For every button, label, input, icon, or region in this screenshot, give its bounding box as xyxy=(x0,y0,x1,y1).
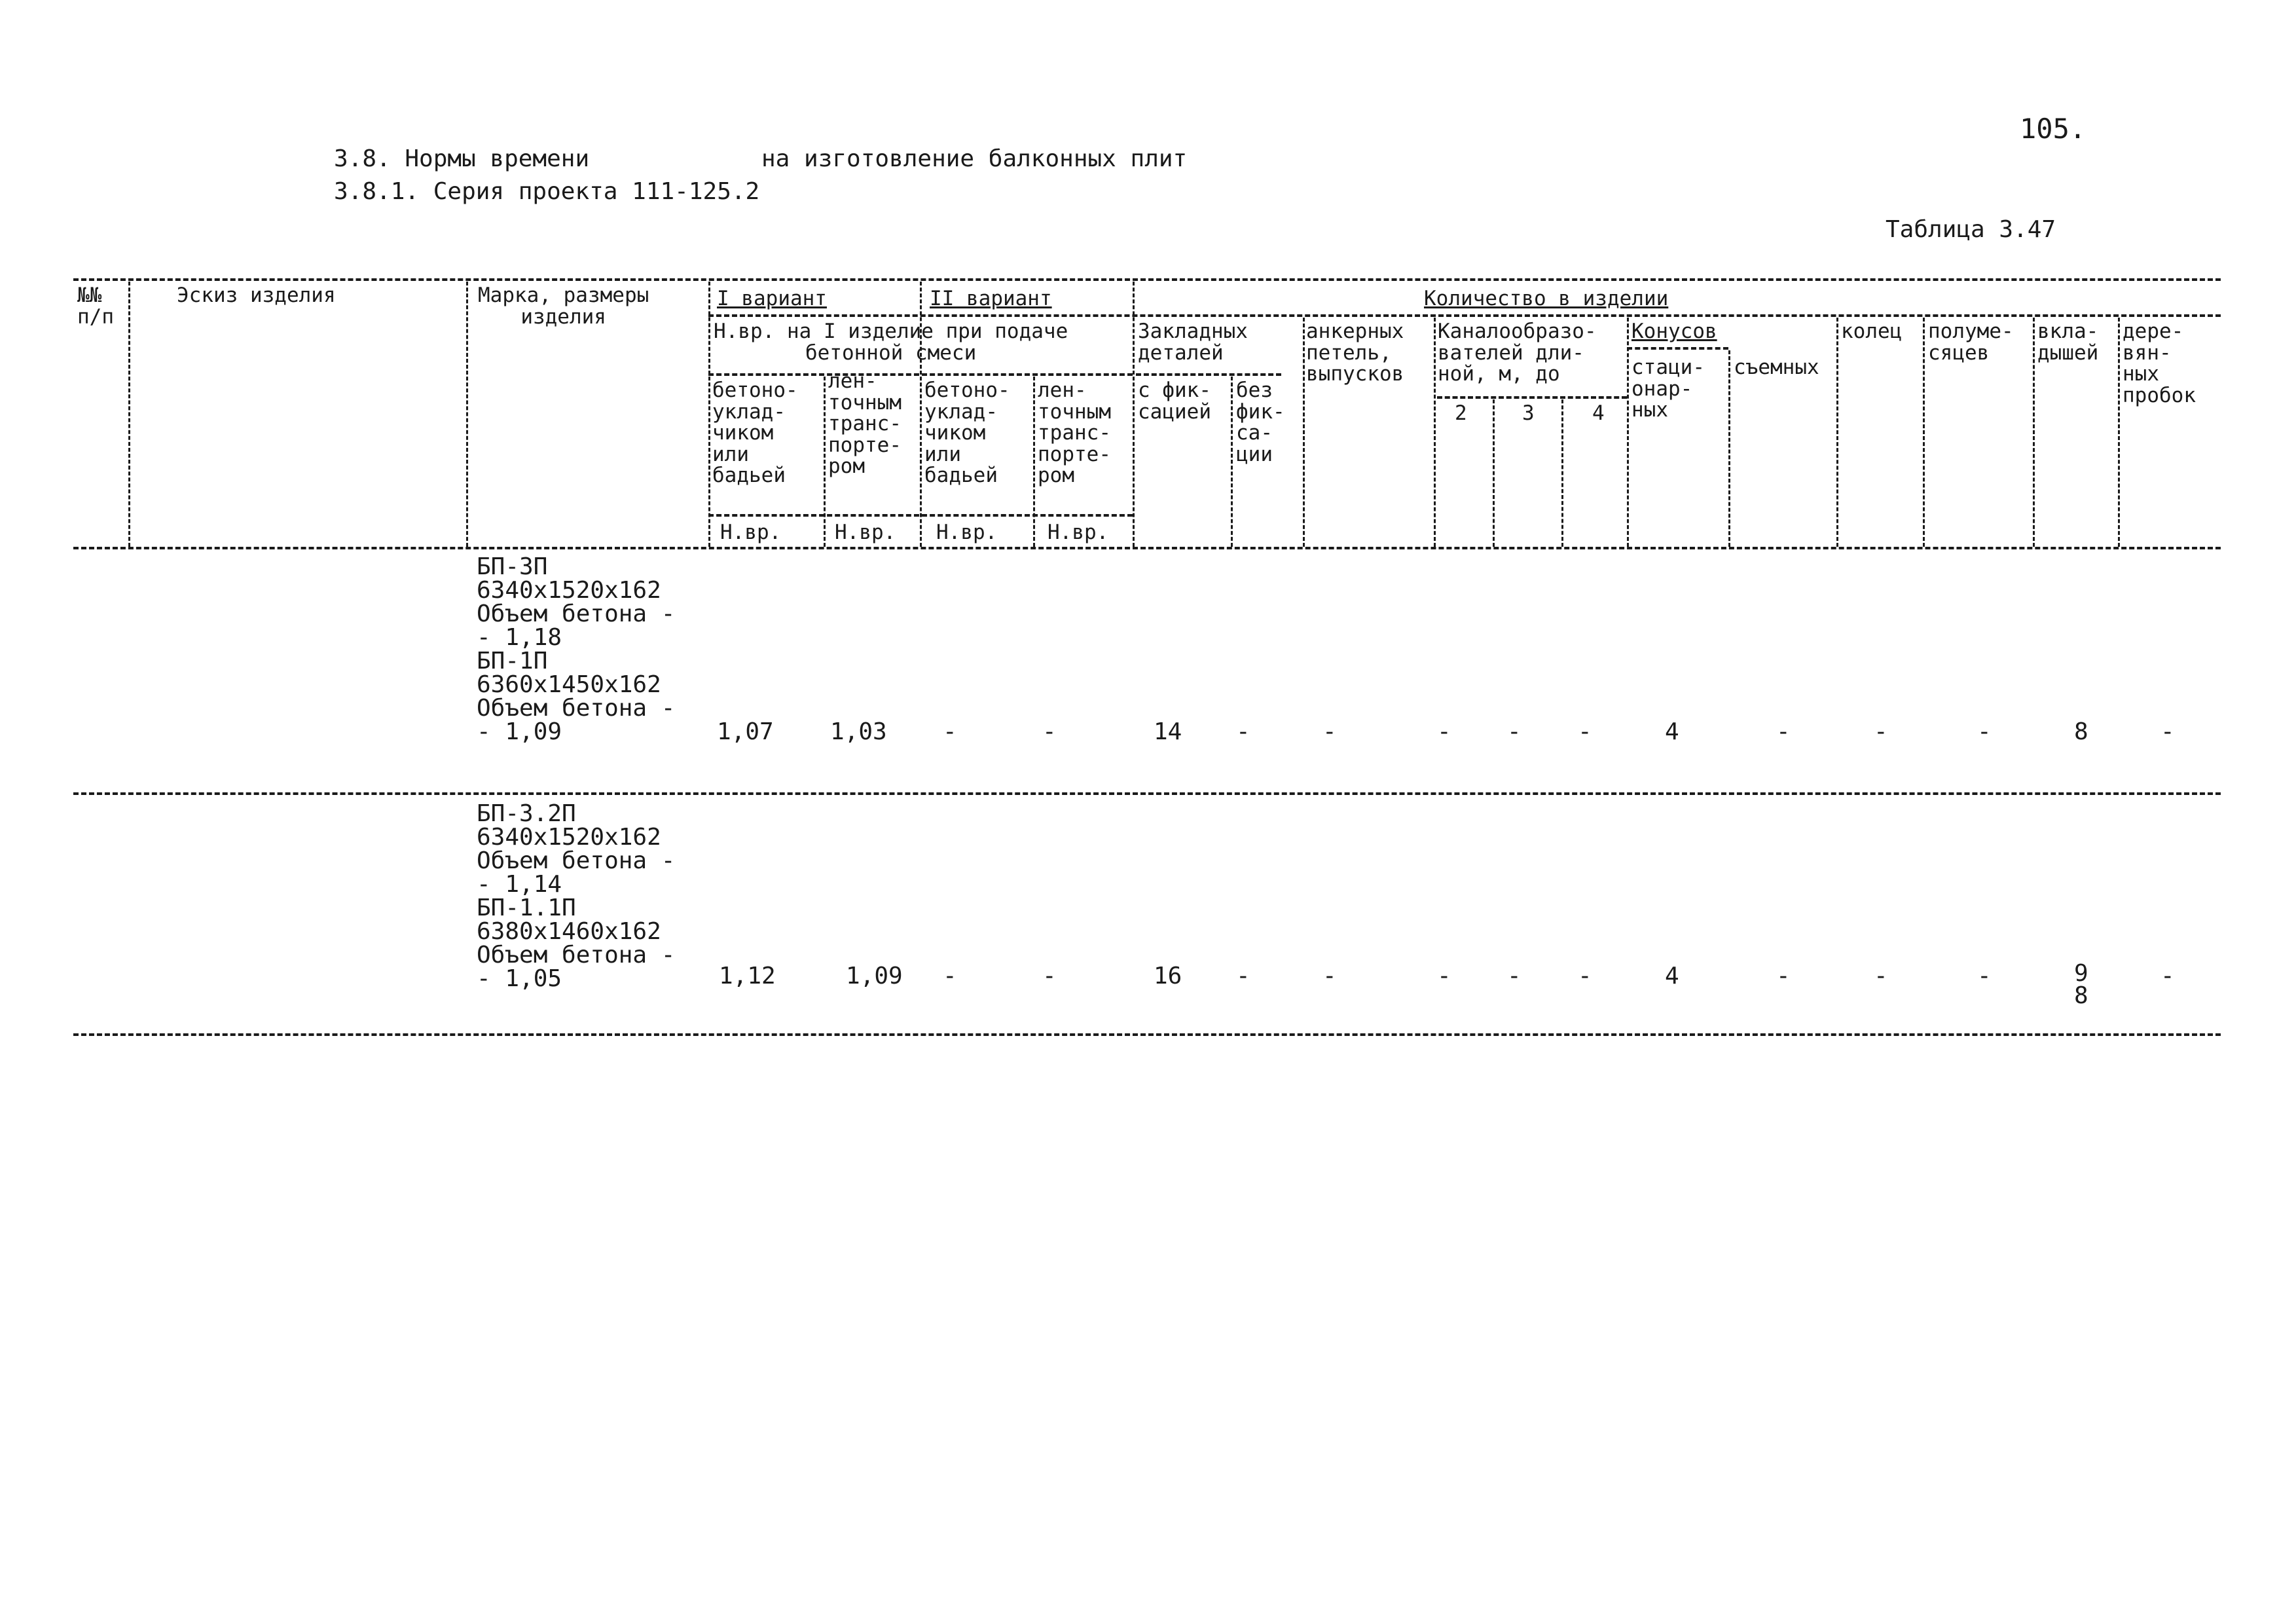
col-header-v1-belt: лен- точным транс- порте- ром xyxy=(828,369,902,479)
row1-half: - xyxy=(1977,718,1992,745)
row1-ch2: - xyxy=(1437,718,1451,745)
col-header-variant1: I вариант xyxy=(717,287,827,310)
cones-subgroup-rule xyxy=(1627,347,1728,350)
section-heading: 3.8. Нормы времени xyxy=(334,145,590,172)
col-header-num: №№ п/п xyxy=(77,284,114,329)
row2-ch2: - xyxy=(1437,963,1451,989)
row2-emb-nofix: - xyxy=(1236,963,1250,989)
row1-v2-belt: - xyxy=(1042,718,1057,745)
row1-anchor: - xyxy=(1322,718,1337,745)
unit-hvr: Н.вр. xyxy=(936,521,998,544)
row2-cones-rem: - xyxy=(1776,963,1791,989)
row2-v2-bucket: - xyxy=(943,963,957,989)
series-heading: 3.8.1. Серия проекта 111-125.2 xyxy=(334,178,760,205)
col-divider xyxy=(1728,350,1730,547)
row1-rings: - xyxy=(1874,718,1888,745)
channel-subgroup-rule xyxy=(1437,396,1627,399)
col-header-half-moons: полуме- сяцев xyxy=(1928,320,2014,365)
row1-v2-bucket: - xyxy=(943,718,957,745)
col-divider xyxy=(1231,377,1233,547)
row2-ch3: - xyxy=(1507,963,1522,989)
header-bottom-rule xyxy=(73,547,2221,549)
row2-v1-belt: 1,09 xyxy=(846,963,903,989)
section-heading-subject: на изготовление балконных плит xyxy=(761,145,1188,172)
table-top-rule xyxy=(73,278,2221,281)
col-header-len-4: 4 xyxy=(1592,401,1605,425)
row1-emb-nofix: - xyxy=(1236,718,1250,745)
table-label: Таблица 3.47 xyxy=(1886,216,2056,243)
row2-v2-belt: - xyxy=(1042,963,1057,989)
col-header-len-3: 3 xyxy=(1522,401,1535,425)
col-header-with-fix: с фик- сацией xyxy=(1138,378,1211,424)
row2-anchor: - xyxy=(1322,963,1337,989)
row2-rings: - xyxy=(1874,963,1888,989)
row1-cones-rem: - xyxy=(1776,718,1791,745)
col-divider xyxy=(466,282,468,547)
col-header-embedded: Закладных деталей xyxy=(1138,320,1248,365)
row1-plugs: - xyxy=(2160,718,2175,745)
col-header-quantity: Количество в изделии xyxy=(1424,287,1669,310)
col-header-hvr-group: Н.вр. на I изделие при подаче бетонной смеси xyxy=(714,320,1068,365)
row1-ch4: - xyxy=(1578,718,1592,745)
row1-inserts: 8 xyxy=(2074,718,2088,745)
unit-hvr: Н.вр. xyxy=(1048,521,1109,544)
col-header-stationary: стаци- онар- ных xyxy=(1631,356,1705,422)
col-divider xyxy=(1493,399,1495,547)
unit-hvr: Н.вр. xyxy=(720,521,782,544)
col-divider xyxy=(708,282,710,547)
col-divider xyxy=(1836,318,1838,547)
table-bottom-rule xyxy=(73,1033,2221,1036)
col-divider xyxy=(128,282,130,547)
row-separator xyxy=(73,792,2221,795)
header-subgroup-rule xyxy=(708,314,2221,317)
row1-v1-bucket: 1,07 xyxy=(717,718,774,745)
col-header-variant2: II вариант xyxy=(930,287,1052,310)
col-divider xyxy=(1303,318,1305,547)
col-divider xyxy=(1923,318,1925,547)
col-divider xyxy=(1627,318,1629,547)
col-divider xyxy=(1434,318,1436,547)
col-divider xyxy=(2118,318,2120,547)
col-header-channel: Каналообразо- вателей дли- ной, м, до xyxy=(1438,320,1597,386)
col-header-plugs: дере- вян- ных пробок xyxy=(2123,320,2196,407)
col-header-cones: Конусов xyxy=(1631,320,1717,343)
col-header-sketch: Эскиз изделия xyxy=(177,284,336,307)
row2-emb-fix: 16 xyxy=(1154,963,1182,989)
col-header-mark: Марка, размеры изделия xyxy=(478,284,649,329)
row1-mark: БП-3П 6340x1520x162 Объем бетона - - 1,18 БП-1П 6360x1450x162 Объем бетона - - 1,09 xyxy=(477,553,676,745)
row1-emb-fix: 14 xyxy=(1154,718,1182,745)
col-header-inserts: вкла- дышей xyxy=(2037,320,2099,365)
col-divider xyxy=(1033,377,1035,547)
unit-hvr: Н.вр. xyxy=(835,521,896,544)
row2-mark: БП-3.2П 6340x1520x162 Объем бетона - - 1,14 БП-1.1П 6380x1460x162 Объем бетона - - 1,05 xyxy=(477,800,676,992)
row2-plugs: - xyxy=(2160,963,2175,989)
col-divider xyxy=(1133,282,1135,547)
col-header-anchor: анкерных петель, выпусков xyxy=(1306,320,1404,386)
row2-v1-bucket: 1,12 xyxy=(719,963,776,989)
page-number: 105. xyxy=(2020,113,2086,145)
row2-ch4: - xyxy=(1578,963,1592,989)
col-header-len-2: 2 xyxy=(1455,401,1467,425)
col-divider xyxy=(2033,318,2035,547)
col-header-without-fix: без фик- са- ции xyxy=(1236,378,1285,466)
row2-half: - xyxy=(1977,963,1992,989)
col-header-v2-belt: лен- точным транс- порте- ром xyxy=(1038,378,1111,488)
col-header-v2-bucket: бетоно- уклад- чиком или бадьей xyxy=(924,378,1010,488)
row1-cones-stat: 4 xyxy=(1665,718,1679,745)
col-header-removable: съемных xyxy=(1734,356,1819,379)
col-header-v1-bucket: бетоно- уклад- чиком или бадьей xyxy=(712,378,798,488)
embedded-subgroup-rule xyxy=(1136,373,1281,376)
col-divider xyxy=(1561,399,1563,547)
col-header-rings: колец xyxy=(1841,320,1903,343)
row2-inserts: 9 8 xyxy=(2074,960,2088,1010)
row1-v1-belt: 1,03 xyxy=(830,718,887,745)
row2-cones-stat: 4 xyxy=(1665,963,1679,989)
col-divider xyxy=(824,377,826,547)
row1-ch3: - xyxy=(1507,718,1522,745)
